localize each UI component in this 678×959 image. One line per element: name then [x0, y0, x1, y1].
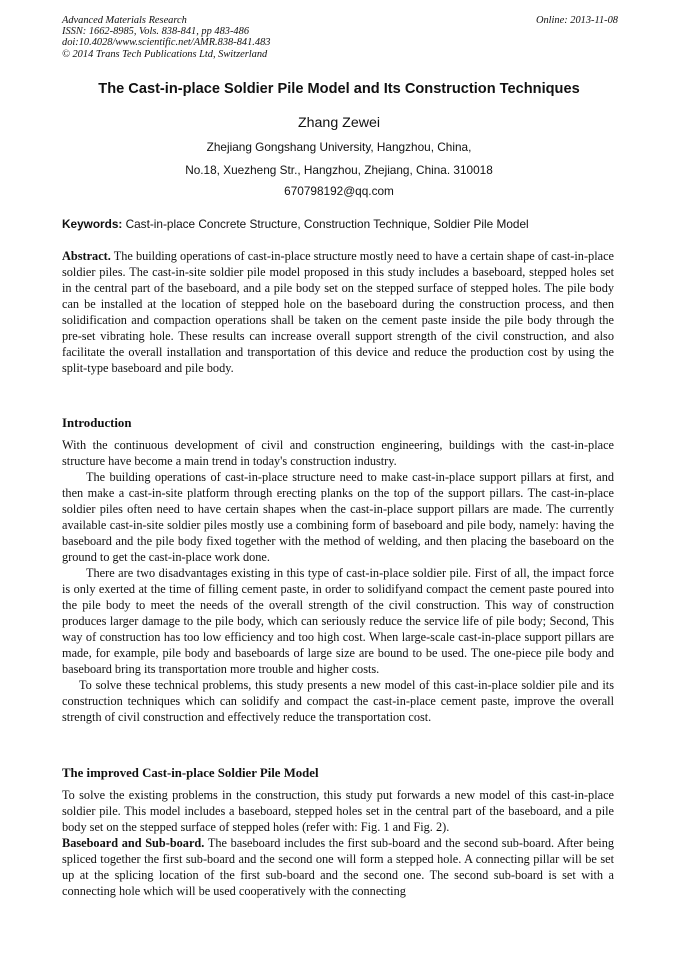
- journal-name: Advanced Materials Research: [62, 15, 187, 26]
- model-section-body: [62, 787, 614, 899]
- copyright-line: © 2014 Trans Tech Publications Ltd, Switzerland: [62, 48, 268, 60]
- paper-title: The Cast-in-place Soldier Pile Model and Its Construction Techniques: [98, 81, 580, 97]
- keywords: [62, 216, 618, 232]
- abstract-label: Abstract.: [62, 249, 111, 263]
- introduction-body: [62, 437, 614, 725]
- paragraph: To solve the existing problems in the construction, this study put forwards a new model of this cast-in-place soldier pile. This model includes a baseboard, stepped holes set in the central part of the baseboard, and a pile body set on the stepped surface of stepped holes (refer with: Fig. 1 and Fig. 2).: [62, 788, 614, 834]
- paragraph: With the continuous development of civil and construction engineering, buildings with the cast-in-place structure have become a main trend in today's construction industry.: [62, 438, 614, 468]
- keywords-label: Keywords:: [62, 217, 123, 231]
- abstract: [62, 248, 614, 376]
- model-section-heading: The improved Cast-in-place Soldier Pile Model: [62, 766, 319, 780]
- doi-line: doi:10.4028/www.scientific.net/AMR.838-841.483: [62, 37, 271, 49]
- paragraph: There are two disadvantages existing in this type of cast-in-place soldier pile. First of all, the impact force is only exerted at the time of filling cement paste, in order to solidifyand compact the cement paste poured into the pile body to meet the needs of the overall strength of the civil construction. This way of construction produces larger damage to the pile body, which can seriously reduce the service life of pile body; Second, This way of construction has too low efficiency and too high cost. When large-scale cast-in-place support pillars are made, for example, pile body and baseboards of large size are bound to be used. The one-piece pile body and baseboard bring its transportation more trouble and higher costs.: [62, 566, 614, 676]
- paragraph: The baseboard includes the first sub-board and the second sub-board. After being spliced together the first sub-board and the second one will form a stepped hole. A connecting pillar will be set up at the splicing location of the first sub-board and the second one. The second sub-board is set with a connecting hole which will be used cooperatively with the connecting: [62, 836, 615, 898]
- affiliation-line-2: No.18, Xuezheng Str., Hangzhou, Zhejiang, China. 310018: [185, 163, 493, 177]
- subsection-label: Baseboard and Sub-board.: [62, 836, 205, 850]
- keywords-text: Cast-in-place Concrete Structure, Construction Technique, Soldier Pile Model: [125, 217, 529, 231]
- journal-header: [62, 15, 618, 60]
- paragraph: The building operations of cast-in-place structure need to make cast-in-place support pillars at first, and then make a cast-in-site platform through erecting planks on the top of the support pillars. The cast-in-place soldier piles often need to have certain shapes when the cast-in-place support pillars are made. The currently available cast-in-site soldier piles mostly use a combining form of baseboard and pile body, namely: having the baseboard and the pile body fixed together with the method of welding, and then placing the baseboard on the ground to get the cast-in-place work done.: [62, 470, 614, 564]
- issn-line: ISSN: 1662-8985, Vols. 838-841, pp 483-486: [62, 26, 250, 38]
- online-date: Online: 2013-11-08: [535, 15, 618, 26]
- paragraph: To solve these technical problems, this study presents a new model of this cast-in-place soldier pile and its construction techniques which can solidify and compact the cast-in-place cement paste, improve the overall strength of civil construction and effectively reduce the transportation cost.: [62, 678, 614, 724]
- author-email: 670798192@qq.com: [284, 184, 394, 198]
- abstract-text: The building operations of cast-in-place structure mostly need to have a certain shape of cast-in-place soldier piles. The cast-in-site soldier pile model proposed in this study includes a baseboard, stepped holes set in the central part of the baseboard, and a pile body set on the stepped surface of stepped holes. The pile body can be installed at the location of stepped hole on the baseboard during the construction process, and then solidification and compaction operations shall be taken on the cement paste inside the pile body through the pre-set vibrating hole. These results can increase overall support strength of the civil construction, and also facilitate the overall installation and transportation of this device and reduce the production cost by using the split-type baseboard and pile body.: [62, 249, 614, 375]
- affiliation-line-1: Zhejiang Gongshang University, Hangzhou, China,: [206, 140, 472, 154]
- introduction-heading: Introduction: [62, 416, 132, 430]
- author-name: Zhang Zewei: [297, 115, 380, 131]
